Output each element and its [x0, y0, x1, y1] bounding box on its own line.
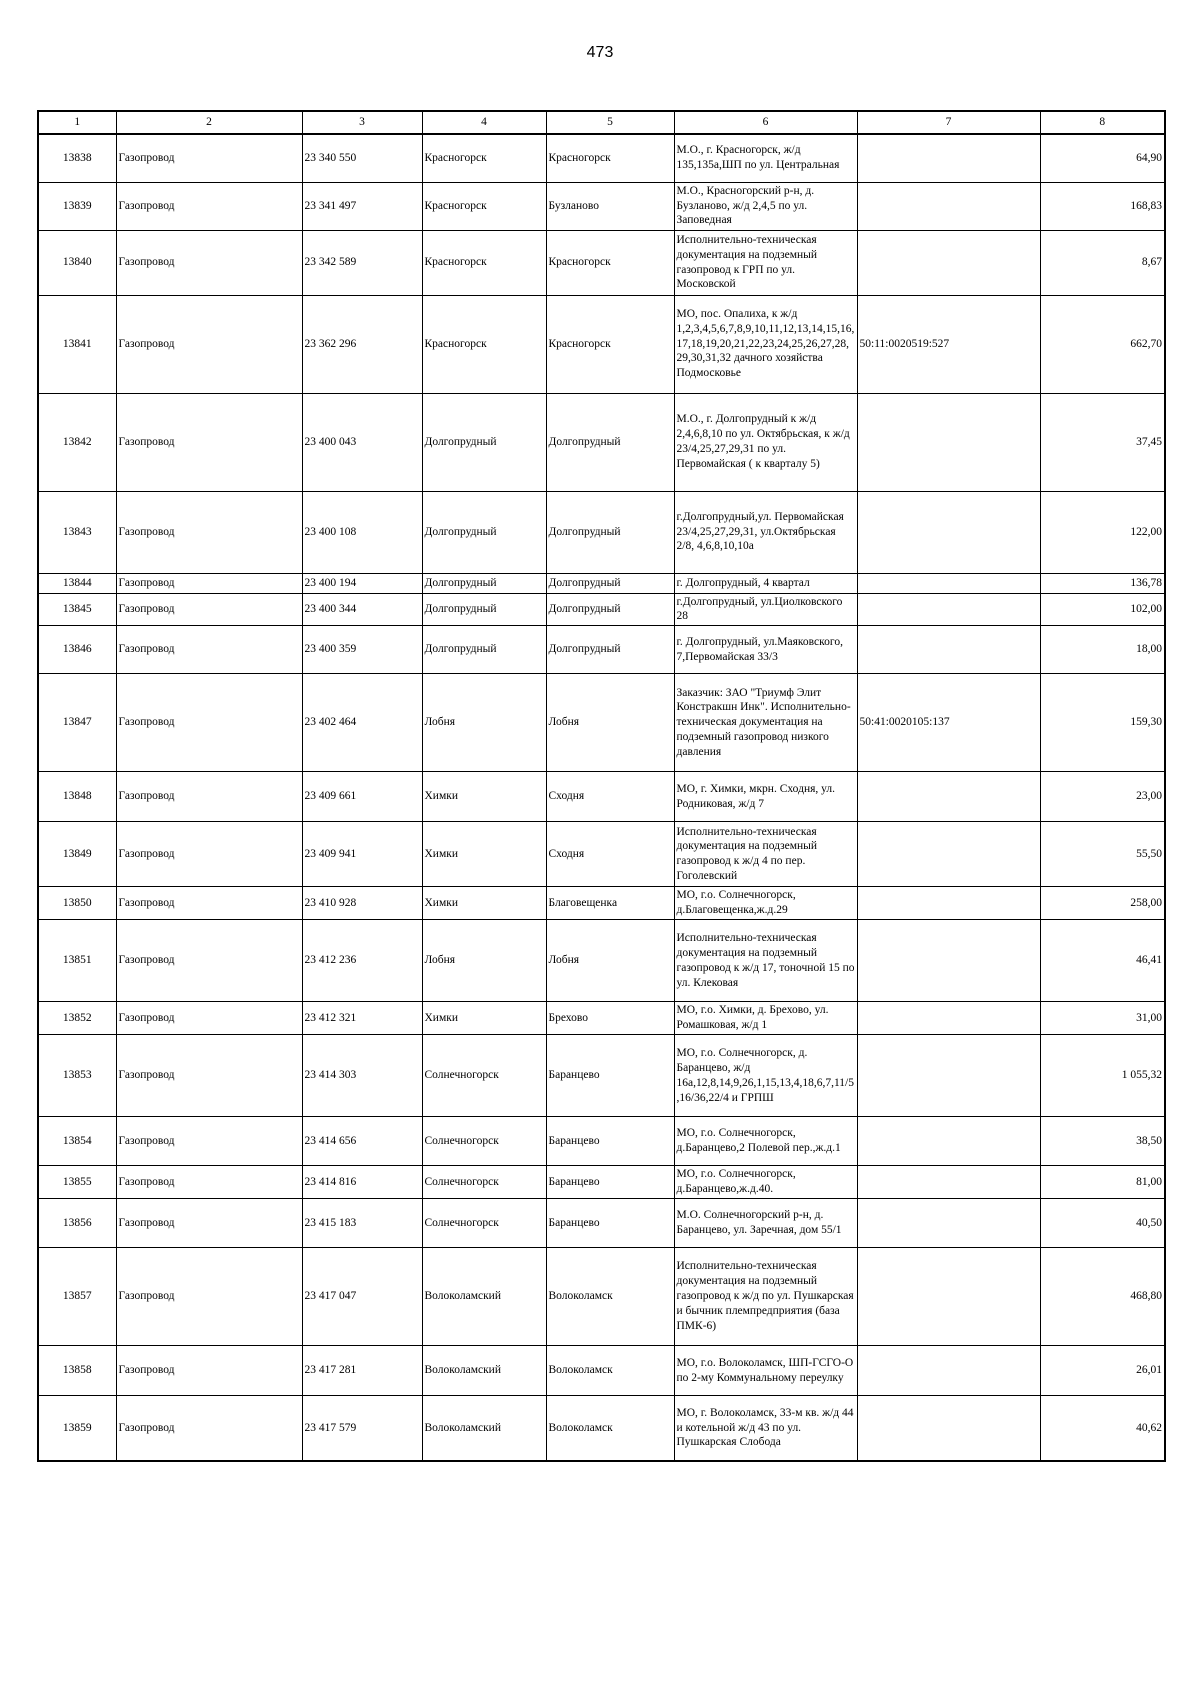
- cadastral-number-cell: [857, 887, 1040, 920]
- district-cell: Лобня: [422, 674, 546, 772]
- inventory-number-cell: 23 414 656: [302, 1117, 422, 1166]
- cadastral-number-cell: [857, 393, 1040, 491]
- inventory-number-cell: 23 402 464: [302, 674, 422, 772]
- table-row: [38, 1248, 1165, 1346]
- district-cell: Солнечногорск: [422, 1166, 546, 1199]
- settlement-cell: Бузланово: [546, 182, 674, 230]
- table-row: [38, 772, 1165, 822]
- settlement-cell: Долгопрудный: [546, 626, 674, 674]
- table-row: [38, 1199, 1165, 1248]
- column-header-6: 6: [674, 111, 857, 134]
- settlement-cell: Баранцево: [546, 1166, 674, 1199]
- table-row: [38, 1346, 1165, 1396]
- district-cell: Красногорск: [422, 230, 546, 295]
- record-number-cell: 13838: [38, 134, 116, 182]
- object-type-cell: Газопровод: [116, 1117, 302, 1166]
- length-cell: 38,50: [1040, 1117, 1165, 1166]
- settlement-cell: Сходня: [546, 772, 674, 822]
- inventory-number-cell: 23 400 108: [302, 491, 422, 573]
- cadastral-number-cell: [857, 920, 1040, 1002]
- column-header-1: 1: [38, 111, 116, 134]
- record-number-cell: 13857: [38, 1248, 116, 1346]
- length-cell: 55,50: [1040, 822, 1165, 887]
- inventory-number-cell: 23 400 344: [302, 593, 422, 626]
- inventory-number-cell: 23 400 043: [302, 393, 422, 491]
- object-type-cell: Газопровод: [116, 134, 302, 182]
- record-number-cell: 13853: [38, 1035, 116, 1117]
- settlement-cell: Баранцево: [546, 1199, 674, 1248]
- page-number: 473: [586, 44, 614, 61]
- district-cell: Химки: [422, 822, 546, 887]
- settlement-cell: Лобня: [546, 674, 674, 772]
- record-number-cell: 13848: [38, 772, 116, 822]
- column-header-4: 4: [422, 111, 546, 134]
- district-cell: Волоколамский: [422, 1346, 546, 1396]
- settlement-cell: Красногорск: [546, 230, 674, 295]
- cadastral-number-cell: [857, 1166, 1040, 1199]
- length-cell: 159,30: [1040, 674, 1165, 772]
- length-cell: 23,00: [1040, 772, 1165, 822]
- object-type-cell: Газопровод: [116, 772, 302, 822]
- inventory-number-cell: 23 409 941: [302, 822, 422, 887]
- table-body: [38, 134, 1165, 1461]
- inventory-number-cell: 23 417 047: [302, 1248, 422, 1346]
- object-type-cell: Газопровод: [116, 230, 302, 295]
- object-type-cell: Газопровод: [116, 182, 302, 230]
- record-number-cell: 13842: [38, 393, 116, 491]
- settlement-cell: Красногорск: [546, 134, 674, 182]
- inventory-number-cell: 23 400 194: [302, 573, 422, 593]
- table-row: [38, 573, 1165, 593]
- table-row: [38, 920, 1165, 1002]
- record-number-cell: 13847: [38, 674, 116, 772]
- record-number-cell: 13839: [38, 182, 116, 230]
- inventory-number-cell: 23 415 183: [302, 1199, 422, 1248]
- settlement-cell: Долгопрудный: [546, 573, 674, 593]
- table-row: [38, 593, 1165, 626]
- address-cell: М.О., г. Долгопрудный к ж/д 2,4,6,8,10 по ул. Октябрьская, к ж/д 23/4,25,27,29,31 по ул. Первомайская ( к кварталу 5): [674, 393, 857, 491]
- district-cell: Солнечногорск: [422, 1035, 546, 1117]
- cadastral-number-cell: 50:11:0020519:527: [857, 295, 1040, 393]
- object-type-cell: Газопровод: [116, 393, 302, 491]
- inventory-number-cell: 23 341 497: [302, 182, 422, 230]
- cadastral-number-cell: [857, 1002, 1040, 1035]
- address-cell: М.О., г. Красногорск, ж/д 135,135а,ШП по ул. Центральная: [674, 134, 857, 182]
- column-header-5: 5: [546, 111, 674, 134]
- address-cell: МО, г.о. Волоколамск, ШП-ГСГО-О по 2-му Коммунальному переулку: [674, 1346, 857, 1396]
- object-type-cell: Газопровод: [116, 822, 302, 887]
- inventory-number-cell: 23 414 816: [302, 1166, 422, 1199]
- settlement-cell: Брехово: [546, 1002, 674, 1035]
- table-row: [38, 393, 1165, 491]
- object-type-cell: Газопровод: [116, 1166, 302, 1199]
- cadastral-number-cell: [857, 182, 1040, 230]
- address-cell: МО, г.о. Солнечногорск, д.Баранцево,ж.д.40.: [674, 1166, 857, 1199]
- table-row: [38, 134, 1165, 182]
- district-cell: Химки: [422, 772, 546, 822]
- record-number-cell: 13855: [38, 1166, 116, 1199]
- column-header-3: 3: [302, 111, 422, 134]
- cadastral-number-cell: [857, 491, 1040, 573]
- object-type-cell: Газопровод: [116, 573, 302, 593]
- address-cell: г.Долгопрудный,ул. Первомайская 23/4,25,27,29,31, ул.Октябрьская 2/8, 4,6,8,10,10а: [674, 491, 857, 573]
- object-type-cell: Газопровод: [116, 491, 302, 573]
- length-cell: 8,67: [1040, 230, 1165, 295]
- district-cell: Волоколамский: [422, 1248, 546, 1346]
- cadastral-number-cell: [857, 573, 1040, 593]
- district-cell: Красногорск: [422, 295, 546, 393]
- cadastral-number-cell: [857, 1117, 1040, 1166]
- cadastral-number-cell: [857, 1199, 1040, 1248]
- record-number-cell: 13845: [38, 593, 116, 626]
- inventory-number-cell: 23 342 589: [302, 230, 422, 295]
- length-cell: 662,70: [1040, 295, 1165, 393]
- table-row: [38, 182, 1165, 230]
- inventory-number-cell: 23 362 296: [302, 295, 422, 393]
- length-cell: 31,00: [1040, 1002, 1165, 1035]
- length-cell: 1 055,32: [1040, 1035, 1165, 1117]
- address-cell: МО, г.о. Солнечногорск, д.Благовещенка,ж.д.29: [674, 887, 857, 920]
- table-row: [38, 1117, 1165, 1166]
- cadastral-number-cell: [857, 1248, 1040, 1346]
- district-cell: Долгопрудный: [422, 593, 546, 626]
- district-cell: Солнечногорск: [422, 1117, 546, 1166]
- length-cell: 40,50: [1040, 1199, 1165, 1248]
- address-cell: МО, г.о. Химки, д. Брехово, ул. Ромашковая, ж/д 1: [674, 1002, 857, 1035]
- inventory-number-cell: 23 409 661: [302, 772, 422, 822]
- length-cell: 122,00: [1040, 491, 1165, 573]
- length-cell: 102,00: [1040, 593, 1165, 626]
- settlement-cell: Волоколамск: [546, 1346, 674, 1396]
- address-cell: М.О. Солнечногорский р-н, д. Баранцево, ул. Заречная, дом 55/1: [674, 1199, 857, 1248]
- record-number-cell: 13856: [38, 1199, 116, 1248]
- record-number-cell: 13858: [38, 1346, 116, 1396]
- object-type-cell: Газопровод: [116, 1346, 302, 1396]
- settlement-cell: Сходня: [546, 822, 674, 887]
- district-cell: Химки: [422, 1002, 546, 1035]
- settlement-cell: Долгопрудный: [546, 593, 674, 626]
- cadastral-number-cell: [857, 134, 1040, 182]
- length-cell: 64,90: [1040, 134, 1165, 182]
- object-type-cell: Газопровод: [116, 295, 302, 393]
- record-number-cell: 13844: [38, 573, 116, 593]
- registry-table: [37, 110, 1166, 1462]
- table-row: [38, 1035, 1165, 1117]
- settlement-cell: Волоколамск: [546, 1248, 674, 1346]
- table-row: [38, 887, 1165, 920]
- object-type-cell: Газопровод: [116, 1035, 302, 1117]
- header-row: [38, 111, 1165, 134]
- length-cell: 46,41: [1040, 920, 1165, 1002]
- district-cell: Красногорск: [422, 134, 546, 182]
- cadastral-number-cell: [857, 626, 1040, 674]
- district-cell: Солнечногорск: [422, 1199, 546, 1248]
- address-cell: Исполнительно-техническая документация на подземный газопровод к ж/д по ул. Пушкарская и бычник племпредприятия (база ПМК-6): [674, 1248, 857, 1346]
- district-cell: Лобня: [422, 920, 546, 1002]
- district-cell: Долгопрудный: [422, 573, 546, 593]
- table-row: [38, 491, 1165, 573]
- table-row: [38, 295, 1165, 393]
- cadastral-number-cell: [857, 1346, 1040, 1396]
- object-type-cell: Газопровод: [116, 1199, 302, 1248]
- settlement-cell: Баранцево: [546, 1035, 674, 1117]
- cadastral-number-cell: 50:41:0020105:137: [857, 674, 1040, 772]
- inventory-number-cell: 23 417 579: [302, 1396, 422, 1461]
- length-cell: 26,01: [1040, 1346, 1165, 1396]
- length-cell: 136,78: [1040, 573, 1165, 593]
- district-cell: Долгопрудный: [422, 491, 546, 573]
- district-cell: Химки: [422, 887, 546, 920]
- cadastral-number-cell: [857, 772, 1040, 822]
- column-header-7: 7: [857, 111, 1040, 134]
- object-type-cell: Газопровод: [116, 887, 302, 920]
- address-cell: г.Долгопрудный, ул.Циолковского 28: [674, 593, 857, 626]
- address-cell: МО, г. Волоколамск, 33-м кв. ж/д 44 и котельной ж/д 43 по ул. Пушкарская Слобода: [674, 1396, 857, 1461]
- table-row: [38, 230, 1165, 295]
- inventory-number-cell: 23 417 281: [302, 1346, 422, 1396]
- cadastral-number-cell: [857, 593, 1040, 626]
- settlement-cell: Долгопрудный: [546, 393, 674, 491]
- inventory-number-cell: 23 414 303: [302, 1035, 422, 1117]
- address-cell: МО, г. Химки, мкрн. Сходня, ул. Родниковая, ж/д 7: [674, 772, 857, 822]
- record-number-cell: 13849: [38, 822, 116, 887]
- settlement-cell: Красногорск: [546, 295, 674, 393]
- object-type-cell: Газопровод: [116, 626, 302, 674]
- table-row: [38, 1166, 1165, 1199]
- inventory-number-cell: 23 410 928: [302, 887, 422, 920]
- table-row: [38, 822, 1165, 887]
- length-cell: 258,00: [1040, 887, 1165, 920]
- settlement-cell: Благовещенка: [546, 887, 674, 920]
- table-row: [38, 1396, 1165, 1461]
- record-number-cell: 13843: [38, 491, 116, 573]
- inventory-number-cell: 23 412 321: [302, 1002, 422, 1035]
- record-number-cell: 13854: [38, 1117, 116, 1166]
- address-cell: г. Долгопрудный, 4 квартал: [674, 573, 857, 593]
- settlement-cell: Лобня: [546, 920, 674, 1002]
- inventory-number-cell: 23 400 359: [302, 626, 422, 674]
- table-header: [38, 111, 1165, 134]
- length-cell: 18,00: [1040, 626, 1165, 674]
- address-cell: М.О., Красногорский р-н, д. Бузланово, ж/д 2,4,5 по ул. Заповедная: [674, 182, 857, 230]
- district-cell: Долгопрудный: [422, 393, 546, 491]
- address-cell: г. Долгопрудный, ул.Маяковского, 7,Первомайская 33/3: [674, 626, 857, 674]
- record-number-cell: 13851: [38, 920, 116, 1002]
- record-number-cell: 13840: [38, 230, 116, 295]
- object-type-cell: Газопровод: [116, 1396, 302, 1461]
- table-row: [38, 1002, 1165, 1035]
- settlement-cell: Баранцево: [546, 1117, 674, 1166]
- column-header-8: 8: [1040, 111, 1165, 134]
- address-cell: Заказчик: ЗАО "Триумф Элит Констракшн Инк". Исполнительно-техническая документация на подземный газопровод низкого давления: [674, 674, 857, 772]
- object-type-cell: Газопровод: [116, 593, 302, 626]
- record-number-cell: 13852: [38, 1002, 116, 1035]
- settlement-cell: Волоколамск: [546, 1396, 674, 1461]
- length-cell: 468,80: [1040, 1248, 1165, 1346]
- cadastral-number-cell: [857, 230, 1040, 295]
- table-row: [38, 674, 1165, 772]
- inventory-number-cell: 23 340 550: [302, 134, 422, 182]
- district-cell: Волоколамский: [422, 1396, 546, 1461]
- record-number-cell: 13850: [38, 887, 116, 920]
- length-cell: 81,00: [1040, 1166, 1165, 1199]
- length-cell: 40,62: [1040, 1396, 1165, 1461]
- object-type-cell: Газопровод: [116, 1002, 302, 1035]
- column-header-2: 2: [116, 111, 302, 134]
- address-cell: МО, г.о. Солнечногорск, д. Баранцево, ж/д 16а,12,8,14,9,26,1,15,13,4,18,6,7,11/5,16/36,22/4 и ГРПШ: [674, 1035, 857, 1117]
- cadastral-number-cell: [857, 1035, 1040, 1117]
- record-number-cell: 13841: [38, 295, 116, 393]
- address-cell: МО, пос. Опалиха, к ж/д 1,2,3,4,5,6,7,8,9,10,11,12,13,14,15,16,17,18,19,20,21,22,23,24,25,26,27,28,29,30,31,32 дачного хозяйства Подмосковье: [674, 295, 857, 393]
- record-number-cell: 13859: [38, 1396, 116, 1461]
- address-cell: Исполнительно-техническая документация на подземный газопровод к ГРП по ул. Московской: [674, 230, 857, 295]
- address-cell: МО, г.о. Солнечногорск, д.Баранцево,2 Полевой пер.,ж.д.1: [674, 1117, 857, 1166]
- cadastral-number-cell: [857, 1396, 1040, 1461]
- record-number-cell: 13846: [38, 626, 116, 674]
- length-cell: 168,83: [1040, 182, 1165, 230]
- object-type-cell: Газопровод: [116, 1248, 302, 1346]
- table-row: [38, 626, 1165, 674]
- address-cell: Исполнительно-техническая документация на подземный газопровод к ж/д 17, тоночной 15 по ул. Клековая: [674, 920, 857, 1002]
- settlement-cell: Долгопрудный: [546, 491, 674, 573]
- object-type-cell: Газопровод: [116, 674, 302, 772]
- object-type-cell: Газопровод: [116, 920, 302, 1002]
- district-cell: Красногорск: [422, 182, 546, 230]
- length-cell: 37,45: [1040, 393, 1165, 491]
- address-cell: Исполнительно-техническая документация на подземный газопровод к ж/д 4 по пер. Гоголевский: [674, 822, 857, 887]
- district-cell: Долгопрудный: [422, 626, 546, 674]
- inventory-number-cell: 23 412 236: [302, 920, 422, 1002]
- cadastral-number-cell: [857, 822, 1040, 887]
